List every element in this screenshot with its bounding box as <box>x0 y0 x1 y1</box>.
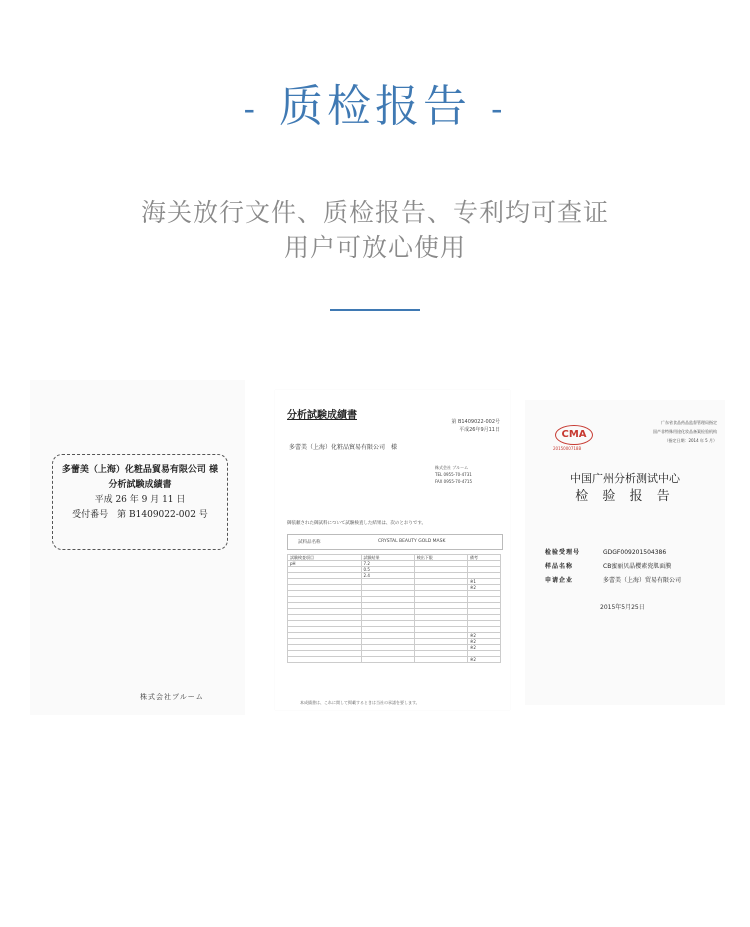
table-cell: 7.2 <box>361 561 414 567</box>
doc3-authority-2: 国产非特殊用途化妆品备案检验机构 <box>653 429 717 434</box>
doc1-footer: 株式会社ブルーム <box>140 693 204 701</box>
certificate-stamp <box>52 454 228 550</box>
table-cell <box>288 657 362 663</box>
doc2-results-table <box>287 554 501 663</box>
doc3-authority-1: 广东省食品药品监督管理局指定 <box>661 420 717 425</box>
doc3-org: 中国广州分析测试中心 <box>570 472 680 485</box>
doc3-info-row <box>545 560 681 574</box>
doc2-tel: TEL 0955-70-4731 <box>435 472 472 477</box>
doc3-info-rows <box>545 546 681 588</box>
stamp-company: 多蕾美（上海）化粧品貿易有限公司 様 <box>61 465 219 475</box>
table-cell: 試験検査項目 <box>288 555 362 561</box>
doc3-info-row <box>545 574 681 588</box>
doc2-intro: 御依頼された御試料について試験検査した結果は、次のとおりです。 <box>287 521 427 526</box>
doc3-date: 2015年5月25日 <box>600 604 645 611</box>
table-cell: ※2 <box>468 639 501 645</box>
doc2-footer: 本成績書は、これに関して掲載するときは当社の承諾を要します。 <box>300 700 420 705</box>
subtitle-line-2: 用户可放心使用 <box>283 233 466 262</box>
doc2-title: 分析試験成績書 <box>287 410 357 421</box>
doc3-info-key: 申请企业 <box>545 577 574 584</box>
doc3-info-value: 多蕾美（上海）贸易有限公司 <box>603 577 682 584</box>
stamp-number: 受付番号 第 B1409022-002 号 <box>72 510 208 520</box>
doc2-company: 株式会社 ブルーム <box>435 465 469 470</box>
table-cell: ※2 <box>468 645 501 651</box>
doc2-company-block <box>435 464 505 485</box>
doc3-authority <box>635 418 717 445</box>
table-cell <box>414 657 467 663</box>
doc2-number: 第 B1409022-002号 <box>451 419 500 425</box>
doc2-product-name: CRYSTAL BEAUTY GOLD MASK <box>378 539 446 544</box>
subtitle-line-1: 海关放行文件、质检报告、专利均可查证 <box>140 198 609 227</box>
doc2-fax: FAX 0955-70-4715 <box>435 479 473 484</box>
table-cell: ※2 <box>468 657 501 663</box>
doc3-authority-3: （指定日期：2014 年 5 月） <box>664 438 717 443</box>
doc2-product-label: 試料品名称 <box>298 540 321 545</box>
doc2-number-block <box>451 418 500 434</box>
doc3-info-key: 检验受理号 <box>545 549 581 556</box>
doc2-date: 平成26年9月11日 <box>459 427 500 433</box>
title-text: 质检报告 <box>279 81 471 132</box>
table-cell: 試験結果 <box>361 555 414 561</box>
stamp-title: 分析試験成績書 <box>108 480 172 490</box>
title-dash-left: - <box>243 90 259 128</box>
cma-number: 2015000718B <box>553 446 582 451</box>
doc3-info-value: GDGF009201504386 <box>603 549 667 556</box>
cma-seal: CMA <box>555 425 593 445</box>
table-cell: 検出下限 <box>414 555 467 561</box>
divider <box>330 309 420 311</box>
doc2-product-box <box>287 534 503 550</box>
title-dash-right: - <box>491 90 507 128</box>
table-cell: ※2 <box>468 585 501 591</box>
doc3-info-row <box>545 546 681 560</box>
table-cell: pH <box>288 561 362 567</box>
doc3-info-key: 样品名称 <box>545 563 574 570</box>
doc-certificate-cover <box>30 380 245 715</box>
table-cell: 2.4 <box>361 573 414 579</box>
table-cell <box>361 657 414 663</box>
doc3-heading <box>525 470 725 506</box>
table-cell: 備考 <box>468 555 501 561</box>
table-row <box>288 657 501 663</box>
doc3-info-value: CB蜜丽贝晶樱素瓷肌面膜 <box>603 563 672 570</box>
stamp-date: 平成 26 年 9 月 11 日 <box>94 495 186 505</box>
table-cell: ※1 <box>468 579 501 585</box>
page-title <box>0 70 750 134</box>
documents-area <box>0 380 750 720</box>
doc-inspection-report <box>525 400 725 705</box>
doc-analysis-report <box>275 390 510 710</box>
doc2-recipient: 多蕾美（上海）化粧品貿易有限公司 様 <box>289 444 398 451</box>
table-cell: 0.5 <box>361 567 414 573</box>
doc3-report-title: 检 验 报 告 <box>575 489 675 504</box>
table-cell: ※2 <box>468 633 501 639</box>
